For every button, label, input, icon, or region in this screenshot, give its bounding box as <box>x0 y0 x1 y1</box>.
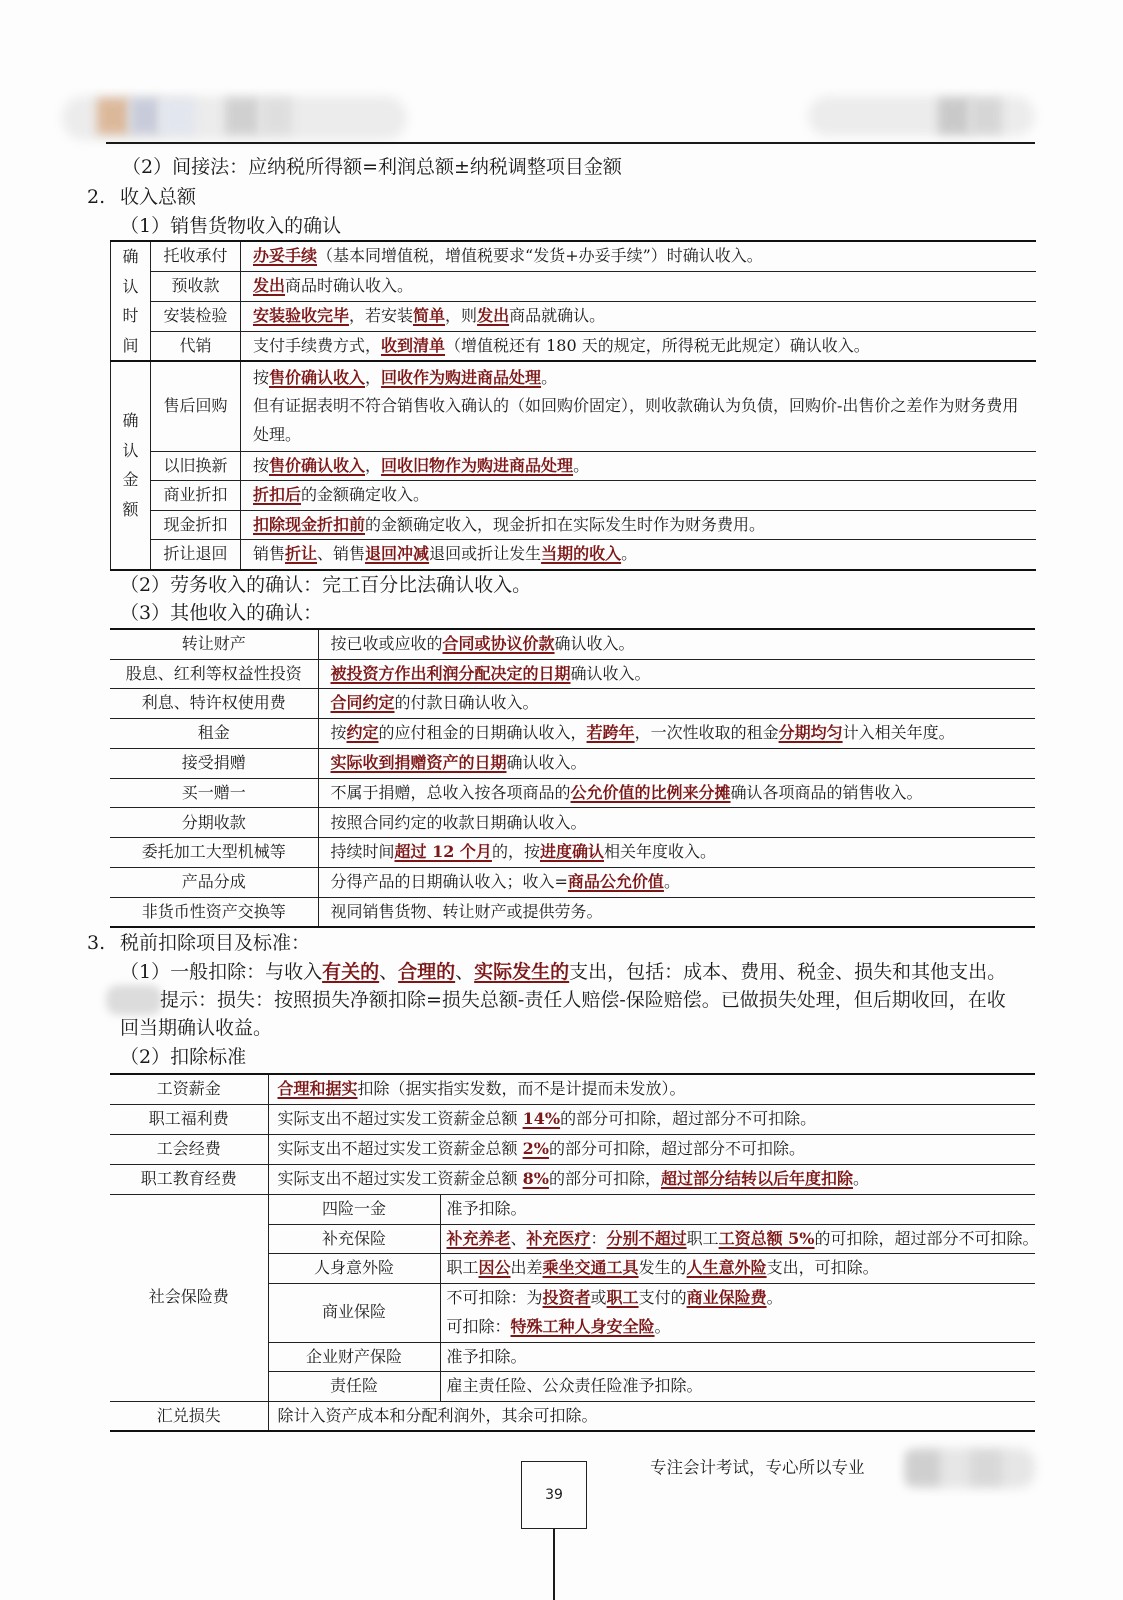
highlighted-key-term: 折扣后 <box>253 485 302 504</box>
method-description <box>241 540 1036 570</box>
income-type-label: 买一赠一 <box>110 778 318 808</box>
text-run: 扣除（据实指实发数，而不是计提而未发放）。 <box>357 1079 686 1098</box>
text-line <box>120 958 1006 986</box>
text-run: （1）一般扣除：与收入 <box>120 961 323 983</box>
blurred-tip-marker <box>106 985 162 1015</box>
text-run: 的金额确定收入，现金折扣在实际发生时作为财务费用。 <box>365 514 766 534</box>
text-line <box>253 302 1036 331</box>
text-run: 但有证据表明不符合销售收入确认的（如回购价固定），则收款确认为负债，回购价-出售价之差作为财务费用处理。 <box>253 396 1019 444</box>
text-run: 不可扣除：为 <box>446 1288 543 1307</box>
blurred-logo-block <box>225 98 259 134</box>
text-run: 的付款日确认收入。 <box>394 693 539 713</box>
insurance-rule <box>440 1283 1035 1342</box>
text-run: 按已收或应收的 <box>330 634 443 653</box>
text-line <box>447 1343 1036 1372</box>
section-number: 2. <box>87 186 106 208</box>
method-description <box>241 510 1036 540</box>
text-run: ，若安装 <box>349 305 414 325</box>
text-run: 退回或折让发生 <box>429 544 542 563</box>
highlighted-key-term: 售价确认收入 <box>269 367 366 387</box>
text-run: 除计入资产成本和分配利润外，其余可扣除。 <box>277 1405 598 1425</box>
text-run: 准予扣除。 <box>446 1346 527 1366</box>
method-description <box>241 361 1036 451</box>
income-rule <box>318 659 1035 689</box>
footer-slogan: 专注会计考试，专心所以专业 <box>650 1458 865 1477</box>
deduction-rule <box>268 1401 1035 1431</box>
text-line <box>278 1135 1036 1164</box>
insurance-type-label: 补充保险 <box>268 1224 440 1254</box>
income-type-label: 分期收款 <box>110 808 318 838</box>
text-run: 的部分可扣除， <box>548 1168 661 1188</box>
amount-group-cell <box>111 361 151 570</box>
text-line <box>447 1313 1036 1342</box>
text-run: 职工 <box>686 1228 719 1248</box>
text-run: （增值税还有 180 天的规定，所得税无此规定）确认收入。 <box>445 335 870 355</box>
income-type-label: 接受捐赠 <box>110 748 318 778</box>
deduction-item-label: 职工教育经费 <box>110 1164 268 1194</box>
text-line <box>253 511 1036 540</box>
method-label: 折让退回 <box>151 540 241 570</box>
text-line <box>331 898 1036 927</box>
text-run: 、销售 <box>317 544 366 563</box>
text-run: 的应付租金的日期确认收入， <box>378 723 587 743</box>
deduction-rule <box>268 1104 1035 1134</box>
text-run: 确认收入。 <box>554 634 635 653</box>
insurance-rule <box>440 1372 1035 1402</box>
highlighted-key-term: 商业保险费 <box>686 1288 767 1307</box>
highlighted-key-term: 分期均匀 <box>778 723 843 743</box>
highlighted-key-term: 特殊工种人身安全险 <box>510 1316 655 1336</box>
text-run: 支付手续费方式， <box>253 335 382 355</box>
blurred-logo-block <box>161 98 195 134</box>
text-run: ， <box>365 367 382 387</box>
income-type-label: 转让财产 <box>110 629 318 659</box>
text-run: 。 <box>621 544 638 563</box>
highlighted-key-term: 退回冲减 <box>365 544 430 563</box>
blurred-logo-block <box>906 1451 940 1485</box>
method-description <box>241 331 1036 361</box>
timing-group-cell <box>111 241 151 361</box>
income-type-label: 非货币性资产交换等 <box>110 897 318 927</box>
subsection-heading: （1）销售货物收入的确认 <box>120 215 342 237</box>
highlighted-key-term: 分别不超过 <box>606 1228 687 1248</box>
text-run: 或 <box>590 1288 607 1307</box>
page-number-box <box>521 1461 587 1529</box>
text-line <box>447 1254 1036 1283</box>
text-run: 。 <box>573 455 590 475</box>
standards-heading: （2）扣除标准 <box>120 1046 247 1068</box>
insurance-rule <box>440 1194 1035 1224</box>
highlighted-key-term: 售价确认收入 <box>269 455 366 475</box>
text-line <box>447 1195 1036 1224</box>
highlighted-key-term: 2% <box>522 1138 549 1158</box>
other-income-heading: （3）其他收入的确认： <box>120 602 323 624</box>
text-run: 、 <box>379 961 399 983</box>
highlighted-key-term: 有关的 <box>322 961 380 983</box>
social-insurance-label: 社会保险费 <box>110 1194 268 1401</box>
text-run: 不属于捐赠，总收入按各项商品的 <box>330 782 571 802</box>
page-number: 39 <box>545 1487 563 1503</box>
text-run: 的，按 <box>491 842 540 862</box>
method-label: 以旧换新 <box>151 451 241 481</box>
income-type-label: 委托加工大型机械等 <box>110 838 318 868</box>
text-line <box>253 242 1036 271</box>
text-run: 支出，包括：成本、费用、税金、损失和其他支出。 <box>569 961 1007 983</box>
text-run: 按 <box>253 455 270 475</box>
insurance-rule <box>440 1224 1039 1254</box>
income-rule <box>318 719 1035 749</box>
text-run: 职工 <box>446 1258 479 1277</box>
text-line <box>253 272 1036 301</box>
highlighted-key-term: 实际收到捐赠资产的日期 <box>330 753 507 773</box>
other-income-table <box>110 628 1035 928</box>
text-line <box>446 1225 1039 1254</box>
highlighted-key-term: 合理和据实 <box>277 1079 358 1098</box>
text-run: 可扣除： <box>446 1316 511 1336</box>
highlighted-key-term: 超过 12 个月 <box>394 842 492 862</box>
income-type-label: 利息、特许权使用费 <box>110 689 318 719</box>
method-description <box>241 301 1036 331</box>
text-run: 、 <box>510 1228 527 1248</box>
text-run: （基本同增值税，增值税要求“发货+办妥手续”）时确认收入。 <box>317 246 763 265</box>
text-line <box>278 1165 1036 1194</box>
text-line <box>331 838 1036 867</box>
insurance-type-label: 人身意外险 <box>268 1254 440 1284</box>
text-run: 销售 <box>253 544 286 563</box>
general-deduction-line <box>120 958 1006 986</box>
text-run: 商品时确认收入。 <box>285 275 414 295</box>
text-run: ，则 <box>445 305 478 325</box>
text-line <box>253 452 1036 481</box>
text-run: 按照合同约定的收款日期确认收入。 <box>330 812 587 832</box>
income-rule <box>318 778 1035 808</box>
header-rule <box>106 142 1035 144</box>
deduction-item-label: 汇兑损失 <box>110 1401 268 1431</box>
insurance-type-label: 四险一金 <box>268 1194 440 1224</box>
income-type-label: 产品分成 <box>110 868 318 898</box>
text-run: 计入相关年度。 <box>842 723 955 743</box>
text-line <box>331 779 1036 808</box>
highlighted-key-term: 乘坐交通工具 <box>542 1258 639 1277</box>
insurance-type-label: 商业保险 <box>268 1283 440 1342</box>
highlighted-key-term: 当期的收入 <box>541 544 622 563</box>
deduction-item-label: 工会经费 <box>110 1134 268 1164</box>
income-rule <box>318 748 1035 778</box>
highlighted-key-term: 公允价值的比例来分摊 <box>570 782 731 802</box>
blurred-logo-block <box>130 98 160 134</box>
highlighted-key-term: 扣除现金折扣前 <box>253 514 366 534</box>
text-line <box>331 689 1036 718</box>
insurance-type-label: 企业财产保险 <box>268 1342 440 1372</box>
deduction-item-label: 职工福利费 <box>110 1104 268 1134</box>
method-label: 安装检验 <box>151 301 241 331</box>
text-run: 商品就确认。 <box>509 305 606 325</box>
blurred-logo-block <box>970 1451 1002 1485</box>
loss-tip-line: 提示：损失：按照损失净额扣除=损失总额-责任人赔偿-保险赔偿。已做损失处理，但后期收回，在收 <box>160 989 1006 1011</box>
text-run: 出差 <box>510 1258 543 1277</box>
text-run: 。 <box>766 1288 783 1307</box>
text-run: 按 <box>253 367 270 387</box>
insurance-rule <box>440 1254 1035 1284</box>
highlighted-key-term: 收到清单 <box>381 335 446 355</box>
text-run: 、 <box>455 961 475 983</box>
text-line <box>447 1284 1036 1313</box>
amount-group-label: 确认金额 <box>122 411 139 519</box>
text-run: 。 <box>654 1316 671 1336</box>
highlighted-key-term: 职工 <box>606 1288 639 1307</box>
service-income-line: （2）劳务收入的确认：完工百分比法确认收入。 <box>120 574 532 596</box>
section-title: 收入总额 <box>120 186 197 208</box>
blurred-logo-block <box>938 98 970 134</box>
blurred-logo-block <box>262 98 292 134</box>
highlighted-key-term: 补充医疗 <box>526 1228 591 1248</box>
highlighted-key-term: 安装验收完毕 <box>253 305 350 325</box>
deduction-rule <box>268 1134 1035 1164</box>
text-run: 的金额确定收入。 <box>301 485 430 504</box>
insurance-type-label: 责任险 <box>268 1372 440 1402</box>
method-description <box>241 241 1036 271</box>
text-run: 持续时间 <box>330 842 395 862</box>
method-description <box>241 481 1036 511</box>
method-label: 托收承付 <box>151 241 241 271</box>
text-run: ， <box>365 455 382 475</box>
text-line <box>447 1372 1036 1401</box>
text-line <box>253 392 1020 449</box>
text-line <box>331 809 1036 838</box>
text-line <box>331 749 1036 778</box>
highlighted-key-term: 合理的 <box>398 961 456 983</box>
indirect-method-line: （2）间接法：应纳税所得额=利润总额±纳税调整项目金额 <box>122 156 622 178</box>
deduction-item-label: 工资薪金 <box>110 1074 268 1104</box>
text-run: ： <box>590 1228 607 1248</box>
method-label: 代销 <box>151 331 241 361</box>
income-rule <box>318 868 1035 898</box>
goods-income-recognition-table <box>110 240 1036 571</box>
method-label: 预收款 <box>151 271 241 301</box>
text-run: ，一次性收取的租金 <box>634 723 779 743</box>
text-run: 准予扣除。 <box>446 1198 527 1218</box>
loss-tip-line: 回当期确认收益。 <box>120 1017 273 1039</box>
highlighted-key-term: 回收作为购进商品处理 <box>381 367 542 387</box>
deduction-rule <box>268 1074 1035 1104</box>
highlighted-key-term: 进度确认 <box>539 842 604 862</box>
text-run: 相关年度收入。 <box>603 842 716 862</box>
text-run: 支付的 <box>638 1288 687 1307</box>
highlighted-key-term: 被投资方作出利润分配决定的日期 <box>330 663 571 683</box>
income-rule <box>318 897 1035 927</box>
text-run: 的部分可扣除，超过部分不可扣除。 <box>548 1138 805 1158</box>
text-line <box>253 332 1036 361</box>
text-line <box>253 481 1036 510</box>
highlighted-key-term: 因公 <box>478 1258 511 1277</box>
highlighted-key-term: 合同约定 <box>330 693 395 713</box>
highlighted-key-term: 约定 <box>346 723 379 743</box>
highlighted-key-term: 合同或协议价款 <box>442 634 555 653</box>
text-run: 雇主责任险、公众责任险准予扣除。 <box>446 1376 703 1395</box>
text-run: 按 <box>330 723 347 743</box>
text-line <box>331 660 1036 689</box>
highlighted-key-term: 补充养老 <box>446 1228 511 1248</box>
text-run: 。 <box>852 1168 869 1188</box>
text-line <box>278 1075 1036 1104</box>
highlighted-key-term: 人生意外险 <box>686 1258 767 1277</box>
text-line <box>253 540 1036 569</box>
method-description <box>241 451 1036 481</box>
highlighted-key-term: 若跨年 <box>586 723 635 743</box>
text-line <box>278 1105 1036 1134</box>
text-run: 实际支出不超过实发工资薪金总额 <box>277 1168 523 1188</box>
text-line <box>253 364 1020 393</box>
timing-group-label: 确认时间 <box>122 247 139 355</box>
method-description <box>241 271 1036 301</box>
blurred-logo-block <box>97 98 129 134</box>
highlighted-key-term: 简单 <box>413 305 446 325</box>
income-rule <box>318 629 1035 659</box>
deduction-rule <box>268 1164 1035 1194</box>
text-run: 实际支出不超过实发工资薪金总额 <box>277 1138 523 1158</box>
footer-binding-line <box>553 1529 555 1600</box>
text-run: 的部分可扣除，超过部分不可扣除。 <box>560 1108 817 1128</box>
highlighted-key-term: 实际发生的 <box>474 961 570 983</box>
text-run: 分得产品的日期确认收入；收入= <box>330 872 568 892</box>
section-title: 税前扣除项目及标准： <box>120 932 311 954</box>
deduction-standards-table <box>110 1073 1039 1432</box>
text-line <box>278 1402 1036 1431</box>
method-label: 现金折扣 <box>151 510 241 540</box>
text-run: 。 <box>663 872 680 892</box>
highlighted-key-term: 发出 <box>477 305 510 325</box>
highlighted-key-term: 回收旧物作为购进商品处理 <box>381 455 574 475</box>
highlighted-key-term: 工资总额 5% <box>718 1228 815 1248</box>
highlighted-key-term: 发出 <box>253 275 286 295</box>
highlighted-key-term: 投资者 <box>542 1288 591 1307</box>
text-run: 确认收入。 <box>506 753 587 773</box>
text-line <box>331 868 1036 897</box>
income-rule <box>318 838 1035 868</box>
text-run: 确认各项商品的销售收入。 <box>730 782 923 802</box>
method-label: 售后回购 <box>151 361 241 451</box>
text-run: 支出，可扣除。 <box>766 1258 879 1277</box>
text-run: 。 <box>541 367 558 387</box>
text-run: 发生的 <box>638 1258 687 1277</box>
section-number: 3. <box>87 932 106 954</box>
highlighted-key-term: 办妥手续 <box>253 246 318 265</box>
insurance-rule <box>440 1342 1035 1372</box>
income-type-label: 股息、红利等权益性投资 <box>110 659 318 689</box>
blurred-logo-block <box>970 98 1002 134</box>
text-run: 视同销售货物、转让财产或提供劳务。 <box>330 901 603 921</box>
text-run: 确认收入。 <box>570 663 651 683</box>
income-type-label: 租金 <box>110 719 318 749</box>
highlighted-key-term: 14% <box>522 1108 561 1128</box>
highlighted-key-term: 折让 <box>285 544 318 563</box>
text-line <box>331 630 1036 659</box>
highlighted-key-term: 商品公允价值 <box>567 872 664 892</box>
highlighted-key-term: 8% <box>522 1168 549 1188</box>
text-line <box>331 719 1036 748</box>
income-rule <box>318 689 1035 719</box>
highlighted-key-term: 超过部分结转以后年度扣除 <box>660 1168 853 1188</box>
text-run: 的可扣除，超过部分不可扣除。 <box>814 1228 1039 1248</box>
income-rule <box>318 808 1035 838</box>
text-run: 实际支出不超过实发工资薪金总额 <box>277 1108 523 1128</box>
method-label: 商业折扣 <box>151 481 241 511</box>
